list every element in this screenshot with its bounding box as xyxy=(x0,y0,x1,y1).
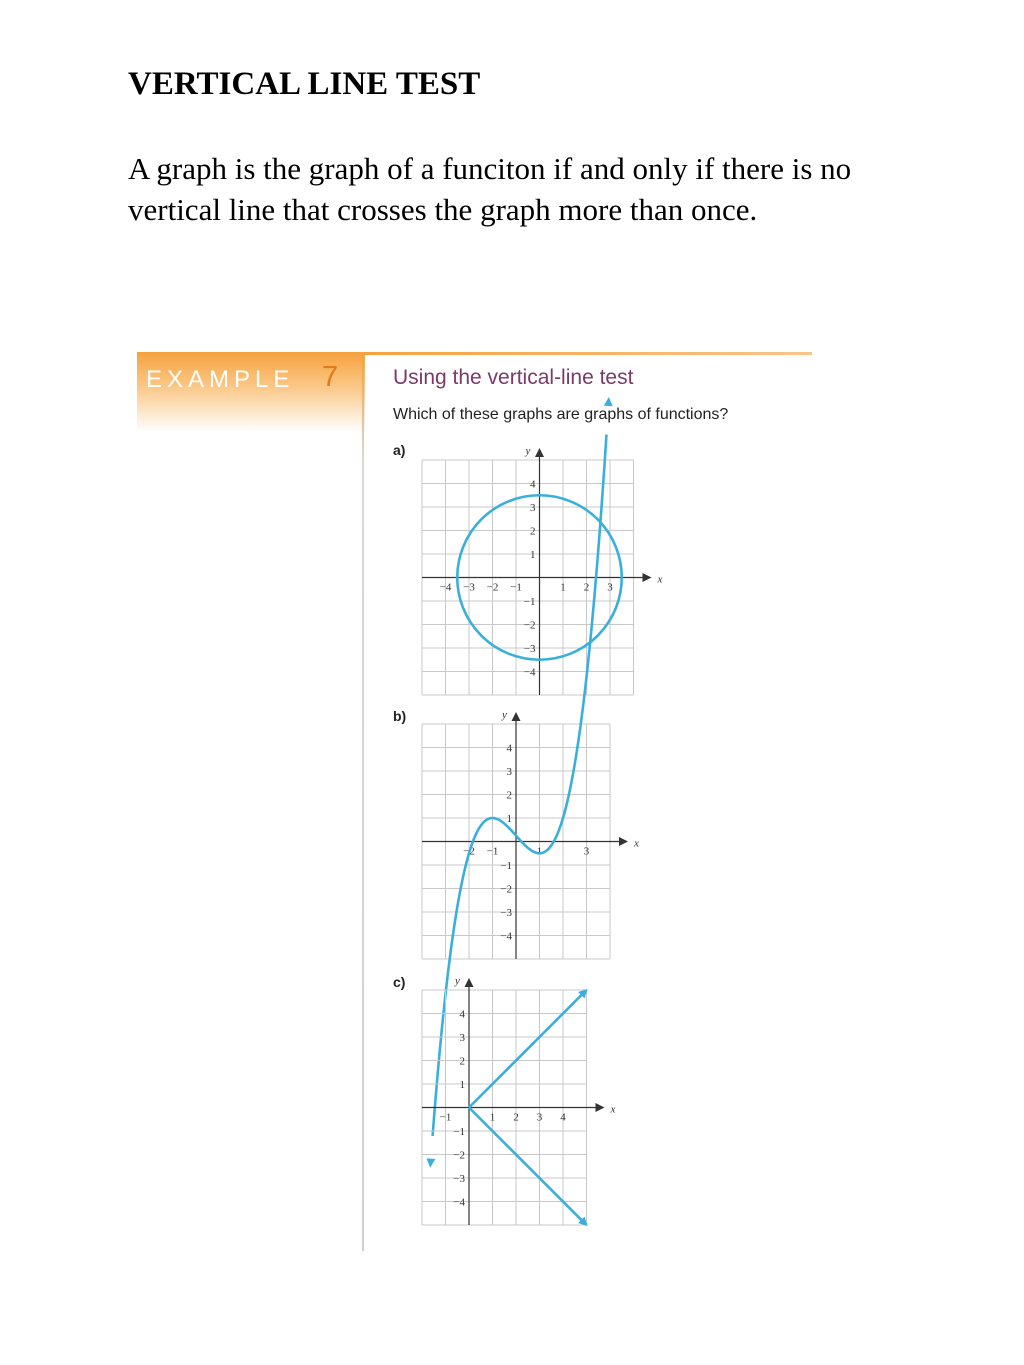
y-tick-label: −1 xyxy=(523,596,536,608)
y-axis-label: y xyxy=(502,709,507,721)
x-tick-label: 4 xyxy=(560,1111,566,1124)
graph-a xyxy=(417,442,663,697)
x-tick-label: −3 xyxy=(463,581,475,594)
y-tick-label: 2 xyxy=(506,789,512,802)
example-box xyxy=(137,352,812,1252)
y-axis-label: y xyxy=(525,445,531,457)
y-tick-label: 2 xyxy=(530,525,536,538)
x-tick-label: 2 xyxy=(513,1111,519,1124)
y-tick-label: −1 xyxy=(453,1126,465,1138)
y-axis-arrow xyxy=(465,978,474,987)
y-tick-label: 1 xyxy=(459,1079,465,1091)
x-tick-label: 3 xyxy=(583,845,590,858)
x-tick-label: 3 xyxy=(536,1111,543,1124)
y-tick-label: 3 xyxy=(506,766,512,778)
curve-arrow-right xyxy=(604,397,613,406)
graph-b xyxy=(417,706,657,961)
y-tick-label: −4 xyxy=(500,930,512,943)
example-top-rule xyxy=(365,352,812,355)
x-tick-label: 2 xyxy=(583,581,590,594)
example-title: Using the vertical-line test xyxy=(393,366,634,389)
y-tick-label: 4 xyxy=(506,742,512,755)
y-tick-label: −3 xyxy=(453,1173,465,1185)
x-tick-label: −1 xyxy=(439,1111,452,1124)
y-axis-label: y xyxy=(455,975,460,987)
x-tick-label: −1 xyxy=(486,845,499,858)
y-tick-label: −3 xyxy=(523,643,536,655)
graph-c xyxy=(417,972,657,1232)
ray-lower xyxy=(469,1108,584,1223)
y-tick-label: −3 xyxy=(500,907,512,919)
y-axis-arrow xyxy=(535,448,544,457)
y-tick-label: −4 xyxy=(523,666,536,679)
y-tick-label: −2 xyxy=(453,1149,465,1162)
x-tick-label: −2 xyxy=(463,845,475,858)
example-band xyxy=(137,352,365,432)
graph-a-label: a) xyxy=(393,442,406,458)
x-axis-label: x xyxy=(610,1103,616,1116)
page-heading: VERTICAL LINE TEST xyxy=(128,66,481,102)
y-tick-label: 4 xyxy=(530,478,536,491)
x-tick-label: 1 xyxy=(489,1111,496,1124)
y-tick-label: 3 xyxy=(459,1032,465,1044)
y-tick-label: 1 xyxy=(506,813,512,825)
definition-paragraph: A graph is the graph of a funciton if and only if there is no vertical line that crosses the graph more than once. xyxy=(128,151,852,227)
y-tick-label: 2 xyxy=(459,1055,465,1068)
x-tick-label: 1 xyxy=(560,581,566,594)
x-axis-arrow xyxy=(596,1103,605,1112)
y-axis-arrow xyxy=(512,712,521,721)
y-tick-label: 4 xyxy=(459,1008,465,1021)
x-tick-label: 1 xyxy=(536,845,543,858)
x-tick-label: 3 xyxy=(607,581,613,594)
x-axis-label: x xyxy=(634,837,639,850)
y-tick-label: −4 xyxy=(453,1196,465,1209)
y-tick-label: −2 xyxy=(500,883,512,896)
x-tick-label: −2 xyxy=(486,581,499,594)
x-axis-arrow xyxy=(643,573,652,582)
y-tick-label: 3 xyxy=(530,502,536,514)
x-axis-arrow xyxy=(619,837,628,846)
example-divider xyxy=(362,354,364,1251)
x-axis-label: x xyxy=(657,573,663,586)
ray-upper xyxy=(469,992,584,1107)
x-tick-label: −4 xyxy=(439,581,452,594)
graph-b-label: b) xyxy=(393,708,407,724)
y-tick-label: 1 xyxy=(530,549,536,561)
example-question: Which of these graphs are graphs of functions? xyxy=(393,406,729,423)
example-label: EXAMPLE xyxy=(146,366,295,393)
y-tick-label: −2 xyxy=(523,619,536,632)
x-tick-label: −1 xyxy=(510,581,522,594)
example-number: 7 xyxy=(322,361,339,393)
graph-c-label: c) xyxy=(393,974,406,990)
y-tick-label: −1 xyxy=(500,860,512,872)
